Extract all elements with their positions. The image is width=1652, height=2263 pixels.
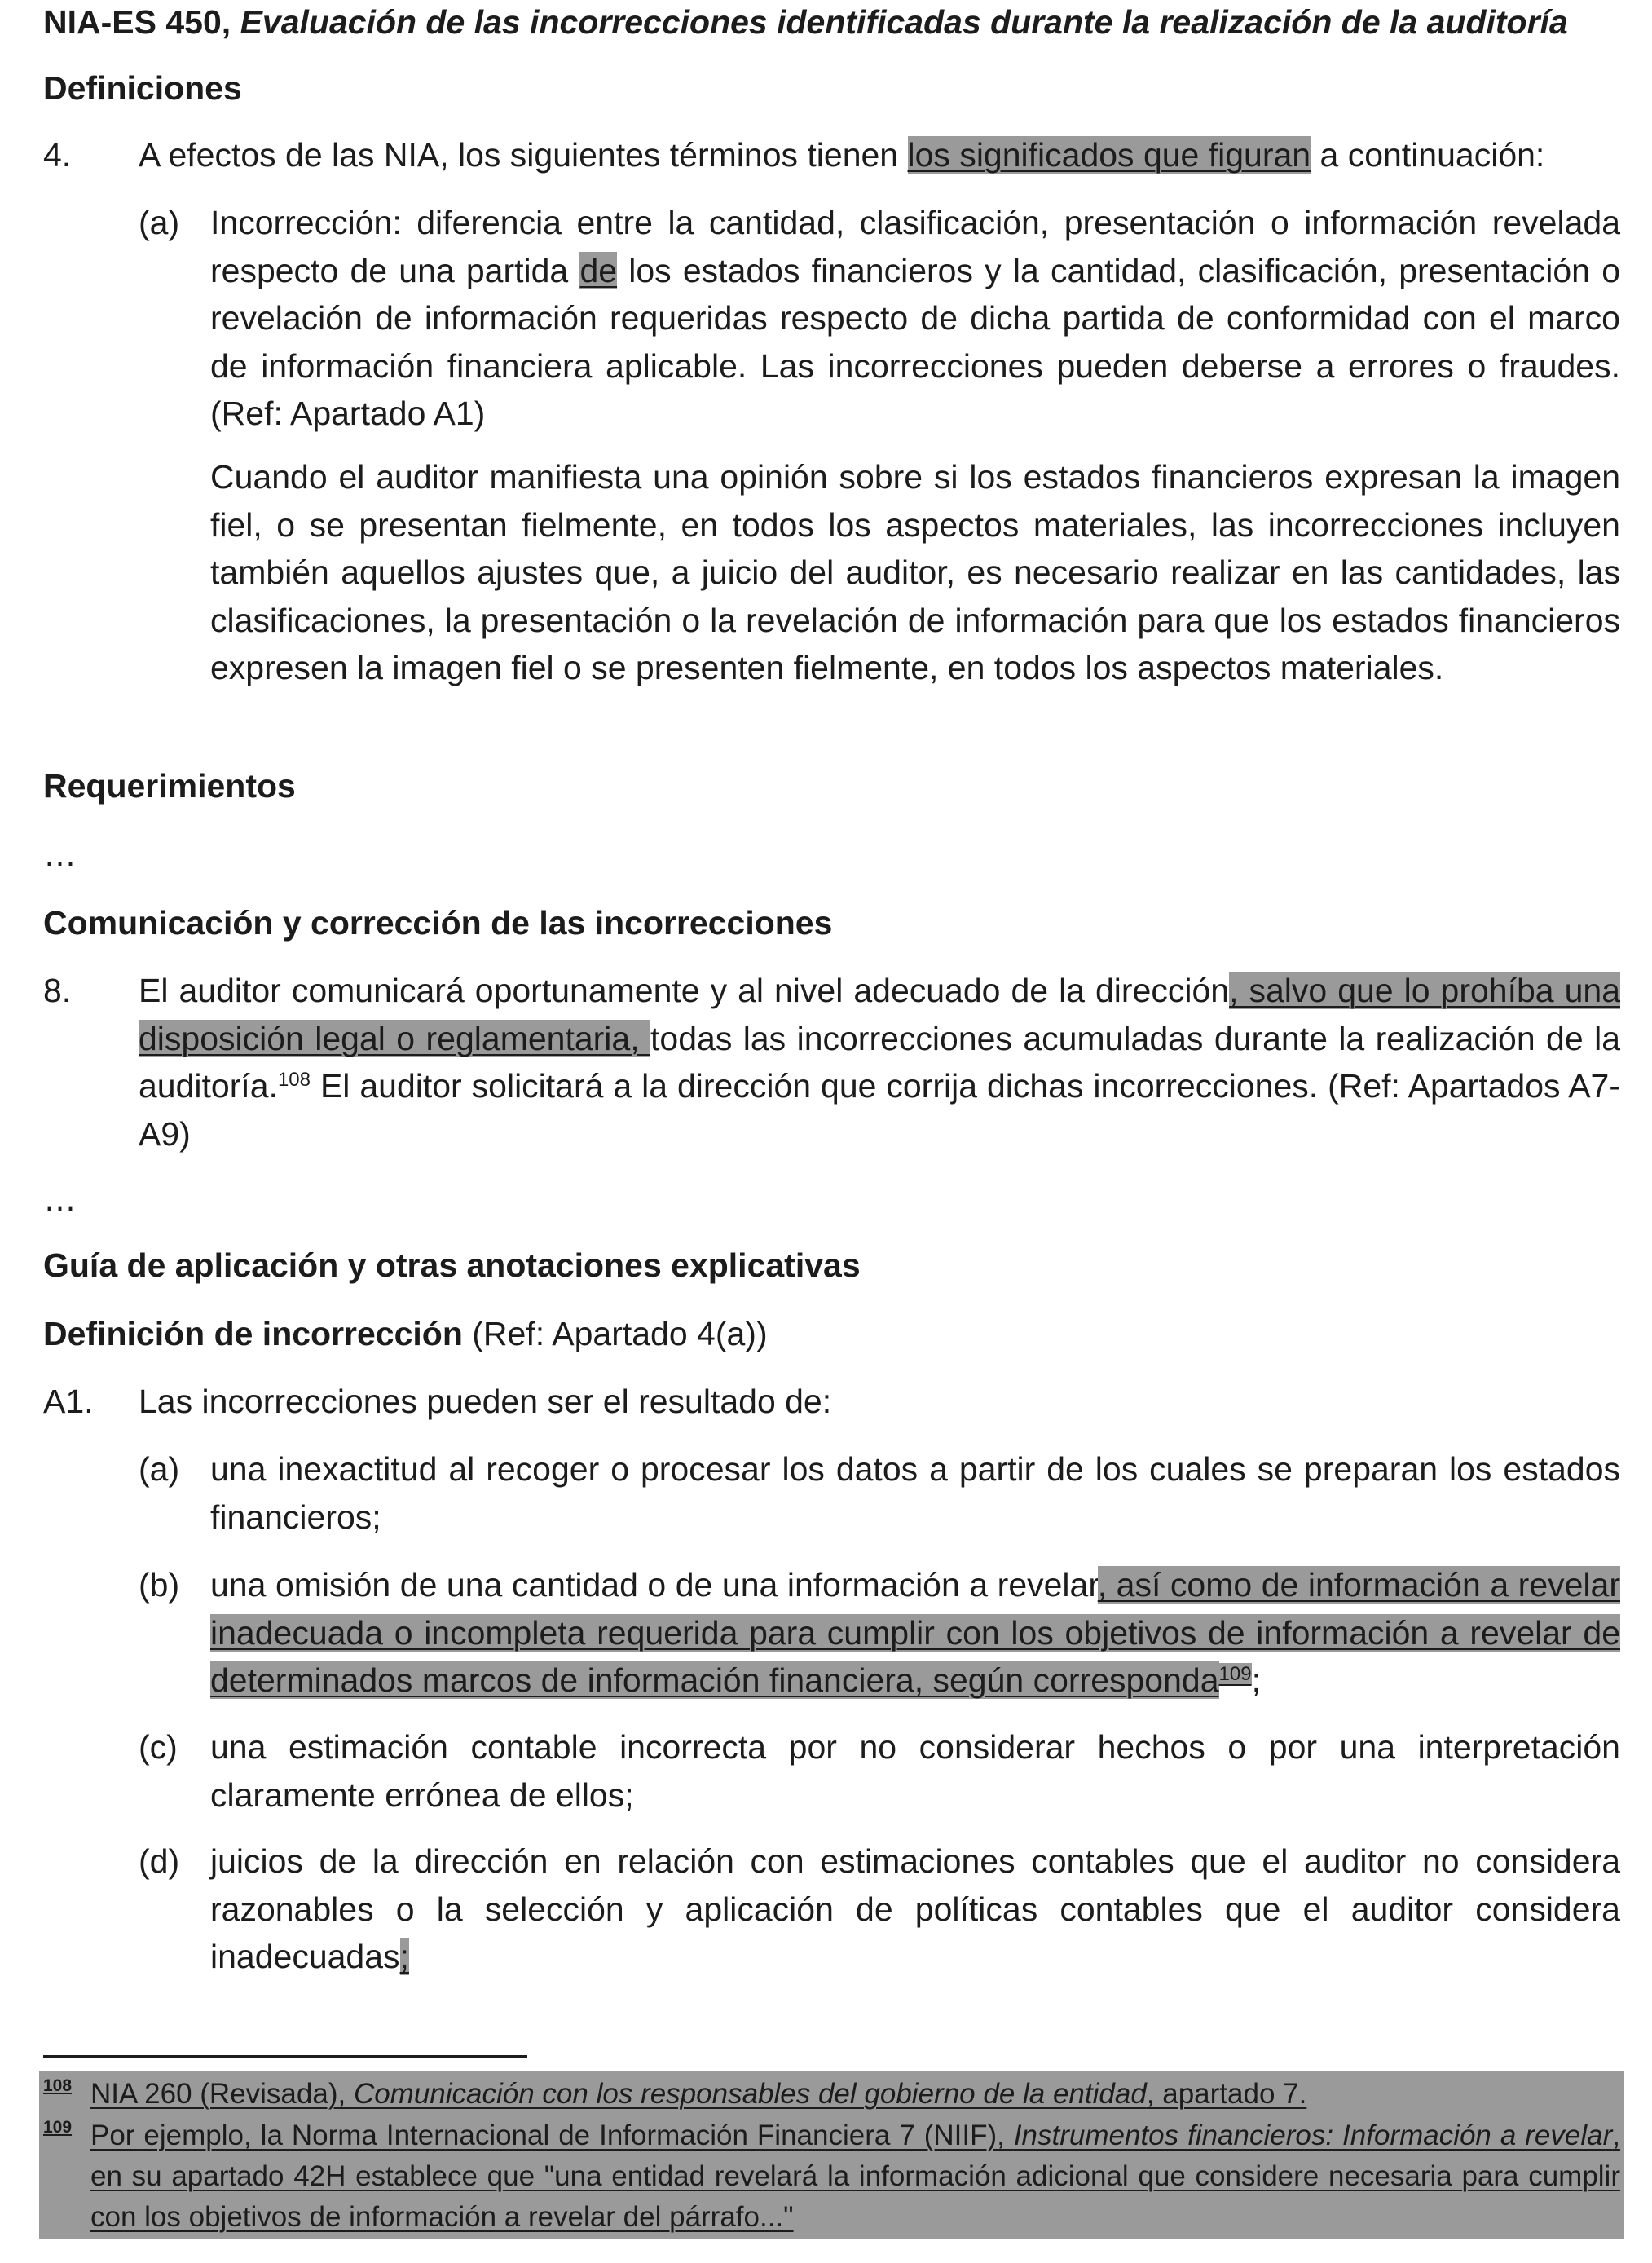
heading-definicion-incorreccion — [43, 1310, 768, 1358]
item-text — [210, 1561, 1620, 1705]
text-run: juicios de la dirección en relación con estimaciones contables que el auditor no considera razonables o la selección y aplicación de políticas contables que el auditor considera inadecuadas — [210, 1842, 1620, 1975]
text-run: una omisión de una cantidad o de una información a revelar — [210, 1566, 1098, 1604]
paragraph-number: 8. — [43, 972, 72, 1009]
footnote-reference[interactable]: 108 — [277, 1069, 311, 1091]
standard-code: NIA-ES 450, — [43, 3, 231, 41]
document-title — [43, 0, 1620, 46]
heading-requerimientos: Requerimientos — [43, 767, 296, 805]
text-run: todas las incorrecciones acumuladas durante la realización de la auditoría. — [139, 1019, 1620, 1105]
footnote-reference[interactable]: 109 — [1218, 1663, 1252, 1685]
text-run: , en su apartado 42H establece que "una entidad revelará la información adicional que considere necesaria para cumplir con los objetivos de información a revelar del párrafo..." — [90, 2120, 1620, 2233]
paragraph-number: A1. — [43, 1383, 94, 1420]
ellipsis: … — [43, 1180, 77, 1218]
list-item — [43, 1837, 1620, 1981]
text-run: Incorrección: diferencia entre la cantidad, clasificación, presentación o información revelada respecto de una partida — [210, 204, 1620, 289]
text-run: El auditor comunicará oportunamente y al nivel adecuado de la dirección — [139, 972, 1230, 1009]
italic-title: Comunicación con los responsables del gobierno de la entidad — [353, 2078, 1147, 2110]
footnote-mark: 108 — [43, 2076, 73, 2095]
heading-definiciones: Definiciones — [43, 69, 242, 107]
item-text: una estimación contable incorrecta por no considerar hechos o por una interpretación claramente errónea de ellos; — [210, 1728, 1620, 1814]
paragraph-8 — [43, 967, 1620, 1158]
paragraph-a1 — [43, 1378, 1620, 1426]
item-label: (c) — [139, 1728, 178, 1766]
text-run: Por ejemplo, la Norma Internacional de Información Financiera 7 (NIIF), — [90, 2120, 1014, 2151]
item-label: (a) — [139, 1450, 180, 1488]
footnote-separator — [43, 2055, 527, 2058]
highlighted-text: de — [579, 251, 618, 289]
highlighted-text: , salvo que lo prohíba una disposición legal o reglamentaria, — [139, 972, 1620, 1057]
paragraph-a1-text: Las incorrecciones pueden ser el resultado de: — [139, 1383, 832, 1420]
definition-paragraph-2: Cuando el auditor manifiesta una opinión sobre si los estados financieros expresan la imagen fiel, o se presentan fielmente, en todos los aspectos materiales, las incorrecciones incluyen también aquellos ajustes que, a juicio del auditor, es necesario realizar en las cantidades, las clasificaciones, la presentación o la revelación de información para que los estados financieros expresen la imagen fiel o se presenten fielmente, en todos los aspectos materiales. — [210, 458, 1620, 686]
list-item — [43, 1445, 1620, 1541]
item-label: (b) — [139, 1566, 180, 1604]
ellipsis: … — [43, 836, 77, 873]
item-label: (a) — [139, 204, 180, 241]
list-item — [43, 1723, 1620, 1819]
list-item — [43, 1561, 1620, 1705]
text-run: ; — [1251, 1661, 1261, 1699]
definition-text — [210, 199, 1620, 438]
footnote-text — [90, 2074, 1620, 2115]
standard-title: Evaluación de las incorrecciones identificadas durante la realización de la auditoría — [240, 3, 1568, 41]
highlighted-text: ; — [399, 1938, 409, 1975]
text-run: , apartado 7. — [1146, 2078, 1307, 2110]
text-run: NIA 260 (Revisada), — [90, 2078, 354, 2110]
footnote-mark: 109 — [43, 2118, 73, 2137]
footnote-text — [90, 2115, 1620, 2238]
paragraph-4-text — [139, 131, 1620, 179]
text-run: El auditor solicitará a la dirección que corrija dichas incorrecciones. (Ref: Apartados A7-A9) — [139, 1067, 1620, 1153]
item-text — [210, 1837, 1620, 1981]
text-run: a continuación: — [1311, 136, 1545, 174]
definition-item-a — [43, 199, 1620, 438]
highlighted-text: , así como de información a revelar inadecuada o incompleta requerida para cumplir con los objetivos de información a revelar de determinados marcos de información financiera, según corresponda — [210, 1566, 1620, 1699]
heading-guia-aplicacion: Guía de aplicación y otras anotaciones explicativas — [43, 1246, 861, 1284]
highlighted-text: los significados que figuran — [907, 136, 1311, 174]
text-run: los estados financieros y la cantidad, clasificación, presentación o revelación de información requeridas respecto de dicha partida de conformidad con el marco de información financiera aplicable. Las incorrecciones pueden deberse a errores o fraudes. (Ref: Apartado A1) — [210, 251, 1620, 432]
paragraph-4 — [43, 131, 1620, 179]
heading-comunicacion: Comunicación y corrección de las incorrecciones — [43, 904, 833, 942]
paragraph-number: 4. — [43, 136, 72, 174]
subheading-text: Definición de incorrección — [43, 1315, 463, 1352]
item-text: una inexactitud al recoger o procesar los datos a partir de los cuales se preparan los estados financieros; — [210, 1450, 1620, 1536]
paragraph-8-text — [139, 967, 1620, 1158]
reference-text: (Ref: Apartado 4(a)) — [462, 1315, 768, 1352]
item-label: (d) — [139, 1842, 180, 1880]
text-run: A efectos de las NIA, los siguientes términos tienen — [139, 136, 908, 174]
italic-title: Instrumentos financieros: Información a revelar — [1013, 2120, 1613, 2151]
